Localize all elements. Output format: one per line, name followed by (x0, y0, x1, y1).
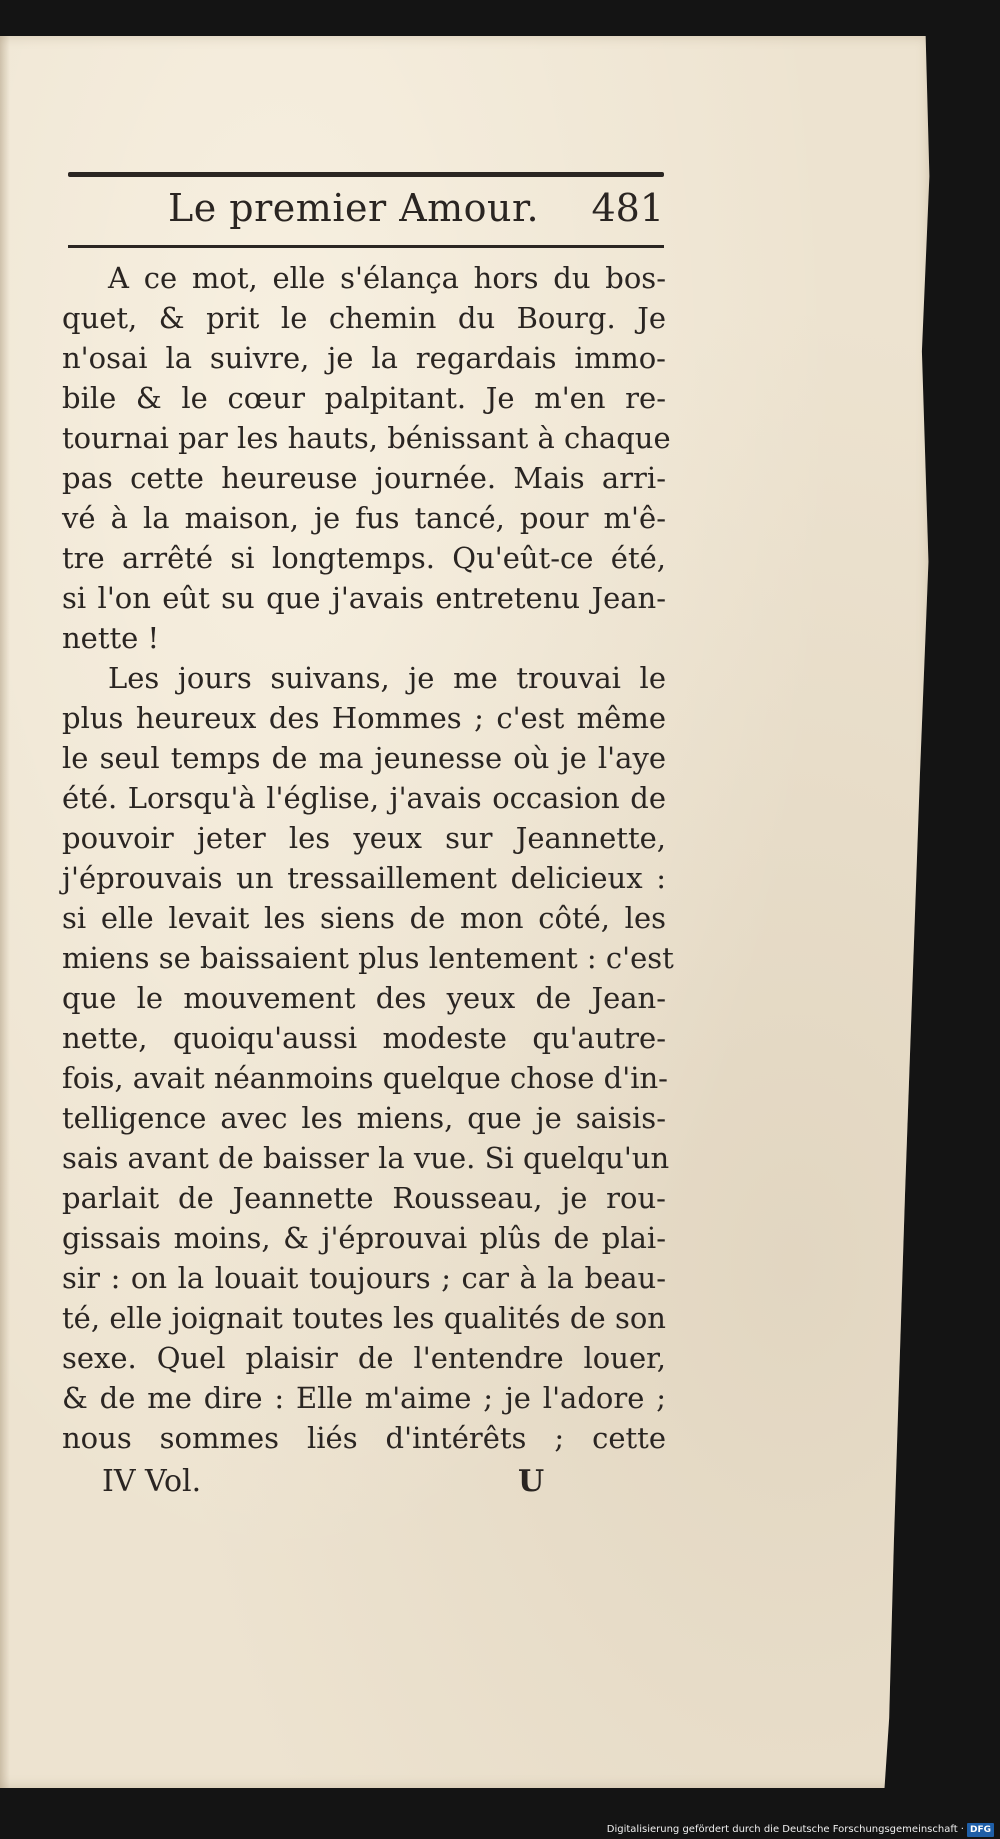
header-bottom-rule (68, 245, 664, 248)
text-line: parlait de Jeannette Rousseau, je rou- (62, 1181, 666, 1215)
volume-label: IV Vol. (102, 1464, 202, 1499)
text-line: j'éprouvais un tressaillement delicieux : (62, 861, 666, 895)
text-line: A ce mot, elle s'élança hors du bos- (108, 261, 666, 295)
digitization-credit (607, 1823, 994, 1837)
text-line: n'osai la suivre, je la regardais immo- (62, 341, 666, 375)
credit-text: Digitalisierung gefördert durch die Deutsche Forschungsgemeinschaft · (606, 1824, 964, 1835)
text-line: bile & le cœur palpitant. Je m'en re- (62, 381, 666, 415)
text-line: nette, quoiqu'aussi modeste qu'autre- (62, 1021, 666, 1055)
text-line: tournai par les hauts, bénissant à chaque (62, 421, 671, 455)
text-line: gissais moins, & j'éprouvai plûs de plai- (62, 1221, 666, 1255)
text-line: tre arrêté si longtemps. Qu'eût-ce été, (62, 541, 666, 575)
text-line: fois, avait néanmoins quelque chose d'in- (62, 1061, 668, 1095)
text-line: & de me dire : Elle m'aime ; je l'adore ; (62, 1381, 666, 1415)
text-line: sir : on la louait toujours ; car à la beau- (62, 1261, 666, 1295)
text-line: té, elle joignait toutes les qualités de son (62, 1301, 666, 1335)
signature-mark: U (518, 1464, 545, 1499)
text-line: nous sommes liés d'intérêts ; cette (62, 1421, 666, 1455)
text-line: pas cette heureuse journée. Mais arri- (62, 461, 666, 495)
running-head (68, 182, 664, 238)
text-line: telligence avec les miens, que je saisis- (62, 1101, 666, 1135)
text-line: nette ! (62, 621, 160, 655)
running-head-title: Le premier Amour. (168, 186, 540, 230)
text-line: Les jours suivans, je me trouvai le (108, 661, 666, 695)
text-line: sais avant de baisser la vue. Si quelqu'un (62, 1141, 670, 1175)
text-line: pouvoir jeter les yeux sur Jeannette, (62, 821, 666, 855)
header-top-rule (68, 172, 664, 177)
text-line: si elle levait les siens de mon côté, les (62, 901, 666, 935)
text-line: le seul temps de ma jeunesse où je l'aye (62, 741, 666, 775)
text-line: plus heureux des Hommes ; c'est même (62, 701, 666, 735)
text-line: vé à la maison, je fus tancé, pour m'ê- (62, 501, 666, 535)
dfg-logo-icon: DFG (967, 1823, 994, 1837)
text-line: que le mouvement des yeux de Jean- (62, 981, 666, 1015)
signature-line (68, 1464, 664, 1508)
body-text (62, 258, 674, 1458)
page-edge-shadow (0, 36, 10, 1788)
text-line: si l'on eût su que j'avais entretenu Jean- (62, 581, 666, 615)
text-line: miens se baissaient plus lentement : c'est (62, 941, 674, 975)
text-line: été. Lorsqu'à l'église, j'avais occasion de (62, 781, 666, 815)
text-line: sexe. Quel plaisir de l'entendre louer, (62, 1341, 666, 1375)
page-number: 481 (591, 186, 664, 230)
text-line: quet, & prit le chemin du Bourg. Je (62, 301, 666, 335)
